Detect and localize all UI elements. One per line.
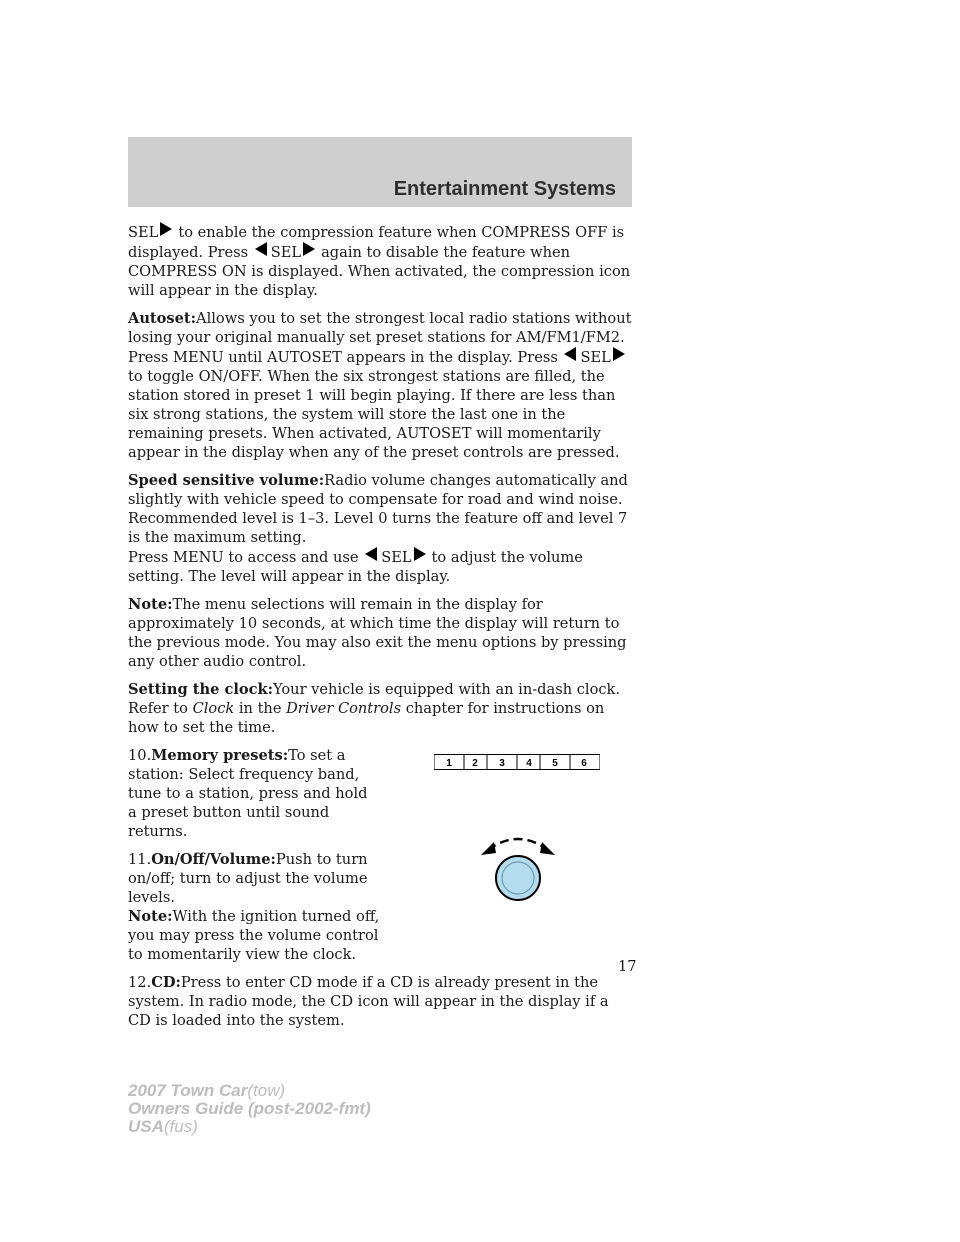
speed-volume-paragraph: Speed sensitive volume:Radio volume changes automatically and slightly with vehicle speed to compensate for road and wind noise. Recommended level is 1–3. Level 0 turns the feature off and level 7 is the maximum setting.: [128, 472, 628, 546]
controls-section: [128, 746, 634, 964]
chapter-title: Entertainment Systems: [393, 178, 616, 200]
footer-market: USA: [128, 1117, 164, 1136]
rotate-right-arrow-icon: [540, 842, 555, 855]
memory-presets-label: Memory presets:: [151, 747, 289, 764]
speed-volume-usage: Press MENU to access and use SEL to adjust the volume setting. The level will appear in the display.: [128, 549, 583, 585]
speed-volume-label: Speed sensitive volume:: [128, 472, 325, 489]
on-off-volume-label: On/Off/Volume:: [151, 851, 276, 868]
preset-6-label: 6: [581, 758, 587, 769]
autoset-paragraph: Autoset:Allows you to set the strongest local radio stations without losing your original manually set preset stations for AM/FM1/FM2. Press MENU until AUTOSET appears in the display. Press SELto toggle ON/OFF. When the six strongest stations are filled, the station stored in preset 1 will begin playing. If there are less than six strong stations, the system will store the last one in the remaining presets. When activated, AUTOSET will momentarily appear in the display when any of the preset controls are pressed.: [128, 310, 632, 461]
preset-buttons-illustration: [434, 754, 600, 770]
preset-3-label: 3: [499, 758, 505, 769]
on-off-volume-paragraph: 11.On/Off/Volume:Push to turn on/off; turn to adjust the volume levels. Note:With the ignition turned off, you may press the volume control to momentarily view the clock.: [128, 851, 380, 963]
footer-guide: Owners Guide (post-2002-fmt): [128, 1099, 371, 1118]
preset-5-label: 5: [552, 758, 558, 769]
memory-presets-paragraph: 10.Memory presets:To set a station: Select frequency band, tune to a station, press and hold a preset button until sound returns.: [128, 747, 368, 840]
seek-left-icon: [365, 547, 377, 561]
document-footer: 2007 Town Car(tow) Owners Guide (post-2002-fmt) USA(fus): [128, 1081, 371, 1136]
preset-2-label: 2: [472, 758, 478, 769]
seek-left-icon: [564, 347, 576, 361]
sel-label: SEL: [128, 224, 159, 241]
seek-right-icon: [613, 347, 625, 361]
chapter-header-band: [128, 137, 632, 207]
compression-paragraph: SEL to enable the compression feature when COMPRESS OFF is displayed. Press SEL again to disable the feature when COMPRESS ON is displayed. When activated, the compression icon will appear in the display.: [128, 224, 631, 299]
preset-4-label: 4: [526, 758, 532, 769]
preset-1-label: 1: [446, 758, 452, 769]
rotate-left-arrow-icon: [481, 842, 496, 855]
note-label: Note:: [128, 596, 173, 613]
volume-knob-illustration: [478, 818, 558, 908]
seek-right-icon: [303, 242, 315, 256]
seek-right-icon: [414, 547, 426, 561]
driver-controls-reference: Driver Controls: [286, 700, 402, 717]
footer-model: 2007 Town Car: [128, 1081, 248, 1100]
clock-reference: Clock: [192, 700, 235, 717]
autoset-label: Autoset:: [128, 310, 197, 327]
menu-note-paragraph: Note:The menu selections will remain in the display for approximately 10 seconds, at which time the display will return to the previous mode. You may also exit the menu options by pressing any other audio control.: [128, 596, 627, 670]
seek-right-icon: [160, 222, 172, 236]
page-number: 17: [618, 958, 637, 975]
page-content: [128, 222, 634, 1039]
clock-label: Setting the clock:: [128, 681, 274, 698]
note-label: Note:: [128, 908, 173, 925]
cd-label: CD:: [151, 974, 181, 991]
clock-paragraph: Setting the clock:Your vehicle is equipped with an in-dash clock. Refer to Clock in the Driver Controls chapter for instructions on how to set the time.: [128, 681, 621, 736]
seek-left-icon: [255, 242, 267, 256]
volume-knob-icon: [496, 856, 540, 900]
cd-paragraph: 12.CD:Press to enter CD mode if a CD is already present in the system. In radio mode, the CD icon will appear in the display if a CD is loaded into the system.: [128, 974, 609, 1029]
